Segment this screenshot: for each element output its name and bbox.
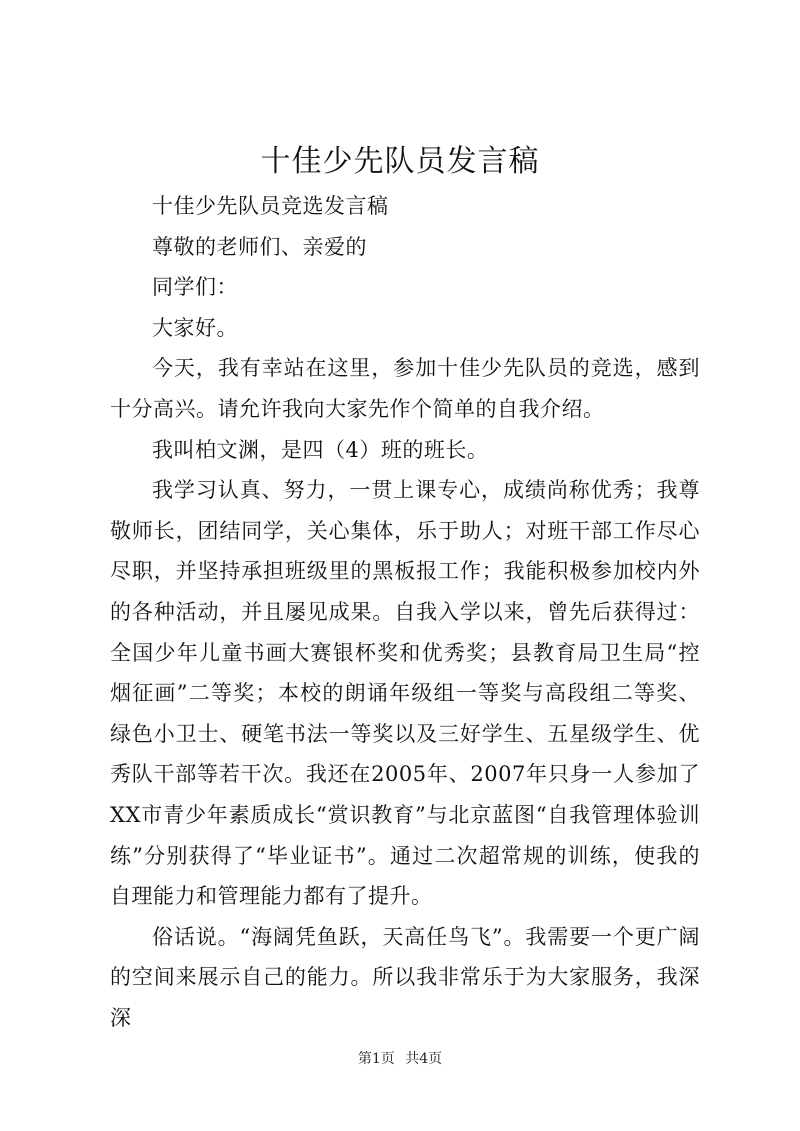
paragraph: 尊敬的老师们、亲爱的	[152, 234, 367, 259]
paragraph: 我学习认真、努力，一贯上课专心，成绩尚称优秀；我尊敬师长，团结同学，关心集体，乐于助人；对班干部工作尽心尽职，并坚持承担班级里的黑板报工作；我能积极参加校内外的各种活动，并且屡见成果。自我入学以来，曾先后获得过：全国少年儿童书画大赛银杯奖和优秀奖；县教育局卫生局“控烟征画”二等奖；本校的朗诵年级组一等奖与高段组二等奖、绿色小卫士、硬笔书法一等奖以及三好学生、五星级学生、优秀队干部等若干次。我还在2005年、2007年只身一人参加了XX市青少年素质成长“赏识教育”与北京蓝图“自我管理体验训练”分别获得了“毕业证书”。通过二次超常规的训练，使我的自理能力和管理能力都有了提升。	[110, 478, 700, 909]
paragraph: 今天，我有幸站在这里，参加十佳少先队员的竞选，感到十分高兴。请允许我向大家先作个简单的自我介绍。	[110, 356, 700, 421]
paragraph: 大家好。	[152, 315, 238, 340]
paragraph: 我叫柏文渊，是四（4）班的班长。	[152, 437, 489, 462]
page-number: 第1页	[357, 1051, 395, 1067]
paragraph: 十佳少先队员竞选发言稿	[152, 194, 389, 218]
paragraph: 同学们：	[152, 275, 238, 300]
document-body	[110, 186, 700, 1038]
paragraph: 俗话说。“海阔凭鱼跃，天高任鸟飞”。我需要一个更广阔的空间来展示自己的能力。所以我非常乐于为大家服务，我深深	[110, 924, 700, 1030]
page-footer	[0, 1048, 800, 1070]
document-title: 十佳少先队员发言稿	[260, 144, 540, 179]
page-total: 共4页	[405, 1051, 443, 1067]
